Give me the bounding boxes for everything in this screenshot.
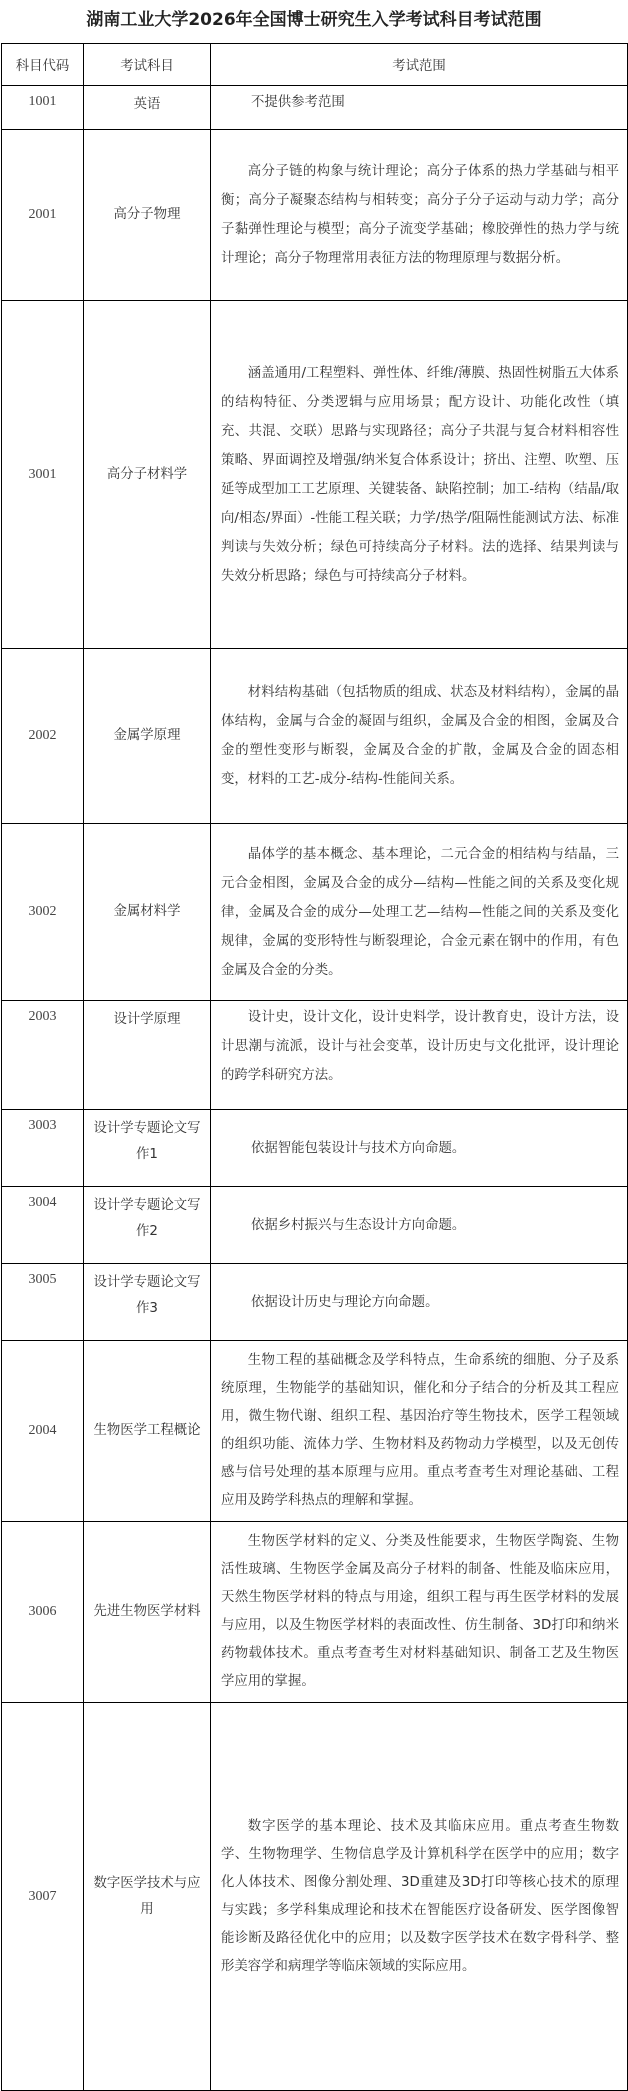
table-row xyxy=(2,130,628,301)
subject-name: 设计学专题论文写作2 xyxy=(84,1187,211,1264)
table-row xyxy=(2,86,628,130)
table-header-row xyxy=(2,44,628,86)
scope-text: 数字医学的基本理论、技术及其临床应用。重点考查生物数学、生物物理学、生物信息学及计算机科学在医学中的应用；数字化人体技术、图像分割处理、3D重建及3D打印等核心技术的原理与实践；多学科集成理论和技术在智能医疗设备研发、医学图像智能诊断及路径优化中的应用；以及数字医学技术在数字骨科学、整形美容学和病理学等临床领域的实际应用。 xyxy=(211,1703,628,2091)
table-row xyxy=(2,824,628,1001)
page-title: 湖南工业大学2026年全国博士研究生入学考试科目考试范围 xyxy=(86,10,542,30)
scope-text: 依据智能包装设计与技术方向命题。 xyxy=(211,1110,628,1187)
subject-name: 设计学专题论文写作3 xyxy=(84,1264,211,1341)
scope-text: 依据乡村振兴与生态设计方向命题。 xyxy=(211,1187,628,1264)
scope-text: 材料结构基础（包括物质的组成、状态及材料结构），金属的晶体结构，金属与合金的凝固与组织，金属及合金的相图，金属及合金的塑性变形与断裂，金属及合金的扩散，金属及合金的固态相变，材料的工艺-成分-结构-性能间关系。 xyxy=(211,649,628,824)
header-scope: 考试范围 xyxy=(211,44,628,86)
subject-name: 设计学专题论文写作1 xyxy=(84,1110,211,1187)
subject-code: 3003 xyxy=(2,1110,84,1187)
scope-text: 生物医学材料的定义、分类及性能要求，生物医学陶瓷、生物活性玻璃、生物医学金属及高分子材料的制备、性能及临床应用，天然生物医学材料的特点与用途，组织工程与再生医学材料的发展与应用，以及生物医学材料的表面改性、仿生制备、3D打印和纳米药物载体技术。重点考查考生对材料基础知识、制备工艺及生物医学应用的掌握。 xyxy=(211,1522,628,1703)
subject-code: 2002 xyxy=(2,649,84,824)
subject-code: 3001 xyxy=(2,301,84,649)
subject-code: 3007 xyxy=(2,1703,84,2091)
table-row xyxy=(2,1110,628,1187)
subject-code: 3002 xyxy=(2,824,84,1001)
header-subject: 考试科目 xyxy=(84,44,211,86)
scope-text: 依据设计历史与理论方向命题。 xyxy=(211,1264,628,1341)
table-row xyxy=(2,1522,628,1703)
subject-name: 生物医学工程概论 xyxy=(84,1341,211,1522)
scope-text: 涵盖通用/工程塑料、弹性体、纤维/薄膜、热固性树脂五大体系的结构特征、分类逻辑与应用场景；配方设计、功能化改性（填充、共混、交联）思路与实现路径；高分子共混与复合材料相容性策略、界面调控及增强/纳米复合体系设计；挤出、注塑、吹塑、压延等成型加工工艺原理、关键装备、缺陷控制；加工-结构（结晶/取向/相态/界面）-性能工程关联；力学/热学/阻隔性能测试方法、标准判读与失效分析；绿色可持续高分子材料。法的选择、结果判读与失效分析思路；绿色与可持续高分子材料。 xyxy=(211,301,628,649)
scope-text: 晶体学的基本概念、基本理论，二元合金的相结构与结晶，三元合金相图，金属及合金的成分—结构—性能之间的关系及变化规律，金属及合金的成分—处理工艺—结构—性能之间的关系及变化规律，金属的变形特性与断裂理论，合金元素在钢中的作用，有色金属及合金的分类。 xyxy=(211,824,628,1001)
table-row xyxy=(2,1341,628,1522)
subject-code: 3004 xyxy=(2,1187,84,1264)
scope-text: 生物工程的基础概念及学科特点，生命系统的细胞、分子及系统原理，生物能学的基础知识，催化和分子结合的分析及其工程应用，微生物代谢、组织工程、基因治疗等生物技术，医学工程领域的组织功能、流体力学、生物材料及药物动力学模型，以及无创传感与信号处理的基本原理与应用。重点考查考生对理论基础、工程应用及跨学科热点的理解和掌握。 xyxy=(211,1341,628,1522)
subject-name: 金属学原理 xyxy=(84,649,211,824)
scope-text: 不提供参考范围 xyxy=(211,86,628,130)
subject-name: 数字医学技术与应用 xyxy=(84,1703,211,2091)
subject-code: 3005 xyxy=(2,1264,84,1341)
subject-code: 2004 xyxy=(2,1341,84,1522)
subject-name: 英语 xyxy=(84,86,211,130)
subject-name: 设计学原理 xyxy=(84,1001,211,1110)
scope-text: 设计史，设计文化，设计史料学，设计教育史，设计方法，设计思潮与流派，设计与社会变革，设计历史与文化批评，设计理论的跨学科研究方法。 xyxy=(211,1001,628,1110)
subject-name: 高分子物理 xyxy=(84,130,211,301)
subject-name: 高分子材料学 xyxy=(84,301,211,649)
table-row xyxy=(2,1001,628,1110)
table-row xyxy=(2,301,628,649)
header-code: 科目代码 xyxy=(2,44,84,86)
subject-code: 1001 xyxy=(2,86,84,130)
table-row xyxy=(2,1703,628,2091)
subject-code: 2003 xyxy=(2,1001,84,1110)
subject-code: 3006 xyxy=(2,1522,84,1703)
scope-text: 高分子链的构象与统计理论；高分子体系的热力学基础与相平衡；高分子凝聚态结构与相转变；高分子分子运动与动力学；高分子黏弹性理论与模型；高分子流变学基础；橡胶弹性的热力学与统计理论；高分子物理常用表征方法的物理原理与数据分析。 xyxy=(211,130,628,301)
subject-name: 先进生物医学材料 xyxy=(84,1522,211,1703)
subject-name: 金属材料学 xyxy=(84,824,211,1001)
subject-code: 2001 xyxy=(2,130,84,301)
table-row xyxy=(2,1187,628,1264)
table-row xyxy=(2,1264,628,1341)
exam-scope-table xyxy=(1,43,628,2091)
table-row xyxy=(2,649,628,824)
